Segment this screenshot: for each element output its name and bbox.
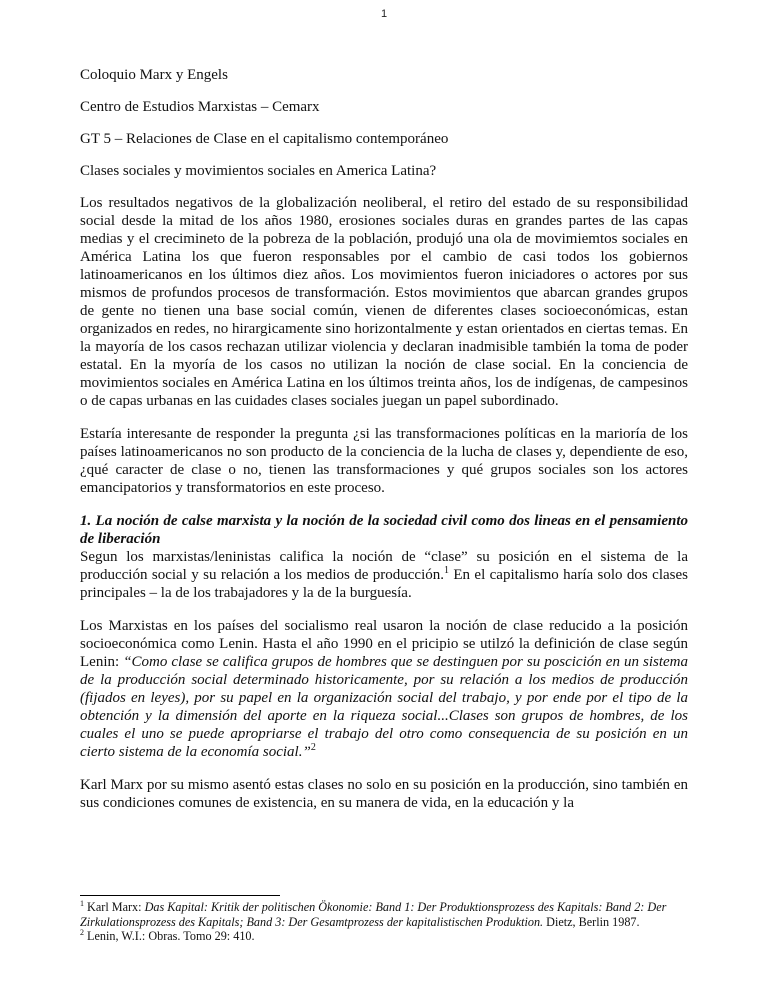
paragraph-1: Los resultados negativos de la globalización neoliberal, el retiro del estado de su responsibilidad social desde la mitad de los años 1980, erosiones sociales duras en grandes partes de las capas medias y el crecimineto de la pobreza de la población, produjó una ola de movimiemtos sociales en América Latina los que fueron responsables por el cambio de casi todos los gobiernos latinoamericanos en los últimos diez años. Los movimientos fueron iniciadores o actores por sus mismos de profundos procesos de transformación. Estos movimientos que abarcan grandes grupos de gente no tienen una base social común, vienen de diferentes clases socioeconómicas, estan organizados en redes, no hirargicamente sino horizontalmente y estan orientados en ciertas temas. En la mayoría de los casos rechazan utilizar violencia y declaran inadmisible también la toma de poder estatal. En la myoría de los casos no utilizan la noción de clase social. En la conciencia de movimientos sociales en América Latina en los últimos treinta años, los de indígenas, de campesinos o de capas urbanas en las cuidades clases sociales juegan un papel subordinado. xyxy=(80,195,688,409)
footnote-2-number: 2 xyxy=(80,927,84,937)
paragraph-3-text-b: En el capitalismo haría solo dos clases principales – la de los trabajadores y la de la burguesía. xyxy=(80,567,688,601)
footnote-2-text: Lenin, W.I.: Obras. Tomo 29: 410. xyxy=(84,929,255,943)
conference-title: Coloquio Marx y Engels xyxy=(80,67,228,83)
footnotes xyxy=(80,900,688,944)
footnote-1 xyxy=(80,900,688,929)
section-heading: 1. La noción de calse marxista y la noción de la sociedad civil como dos lineas en el pensamiento de liberación xyxy=(80,513,688,547)
paragraph-3 xyxy=(80,548,688,602)
paragraph-2: Estaría interesante de responder la pregunta ¿si las transformaciones políticas en la marioría de los países latinoamericanos no son producto de la conciencia de la lucha de clases y, dependiente de eso, ¿qué caracter de clase o no, tienen las transformaciones y qué grupos sociales son los actores emancipatorios y transformatorios en este proceso. xyxy=(80,426,688,496)
footnote-1-number: 1 xyxy=(80,898,84,908)
lenin-quote: “Como clase se califica grupos de hombres que se destinguen por su poscición en un sistema de la producción social determinado historicamente, por su relación a los medios de producción (fijados en leyes), por su papel en la organización social del trabajo, y por ende por el tipo de la obtención y la dimensión del aporte en la riqueza social...Clases son grupos de hombres, de los cuales el uno se puede apropriarse el trabajo del otro como consequencia de su posición en un cierto sistema de la economía social.” xyxy=(80,654,688,760)
paragraph-5: Karl Marx por su mismo asentó estas clases no solo en su posición en la producción, sino también en sus condiciones comunes de existencia, en su manera de vida, en la educación y la xyxy=(80,777,688,811)
footnote-ref-1: 1 xyxy=(443,565,449,576)
footnote-separator xyxy=(80,895,280,896)
page-number: 1 xyxy=(380,8,388,20)
working-group-line: GT 5 – Relaciones de Clase en el capitalismo contemporáneo xyxy=(80,131,449,147)
paragraph-3-text-a: Segun los marxistas/leninistas califica la noción de “clase” su posición en el sistema de la producción social y su relación a los medios de producción. xyxy=(80,549,688,583)
footnote-1-publisher: Dietz, Berlin 1987. xyxy=(543,914,640,929)
institution-line: Centro de Estudios Marxistas – Cemarx xyxy=(80,99,320,115)
footnote-2 xyxy=(80,929,688,944)
paper-title: Clases sociales y movimientos sociales en America Latina? xyxy=(80,163,437,179)
footnote-1-author: Karl Marx: xyxy=(84,900,145,914)
footnote-1-title: Das Kapital: Kritik der politischen Ökonomie: Band 1: Der Produktionsprozess des Kapitals: Band 2: Der Zirkulationsprozess des Kapitals; Band 3: Der Gesamtprozess der kapitalistischen Produktion. xyxy=(80,900,667,929)
body-text xyxy=(80,66,688,827)
paragraph-4 xyxy=(80,617,688,761)
paragraph-4-text: Los Marxistas en los países del socialismo real usaron la noción de clase reducido a la posición socioeconómica como Lenin. Hasta el año 1990 en el pricipio se utilzó la definición de clase según Lenin: xyxy=(80,618,688,670)
footnote-ref-2: 2 xyxy=(310,742,316,753)
